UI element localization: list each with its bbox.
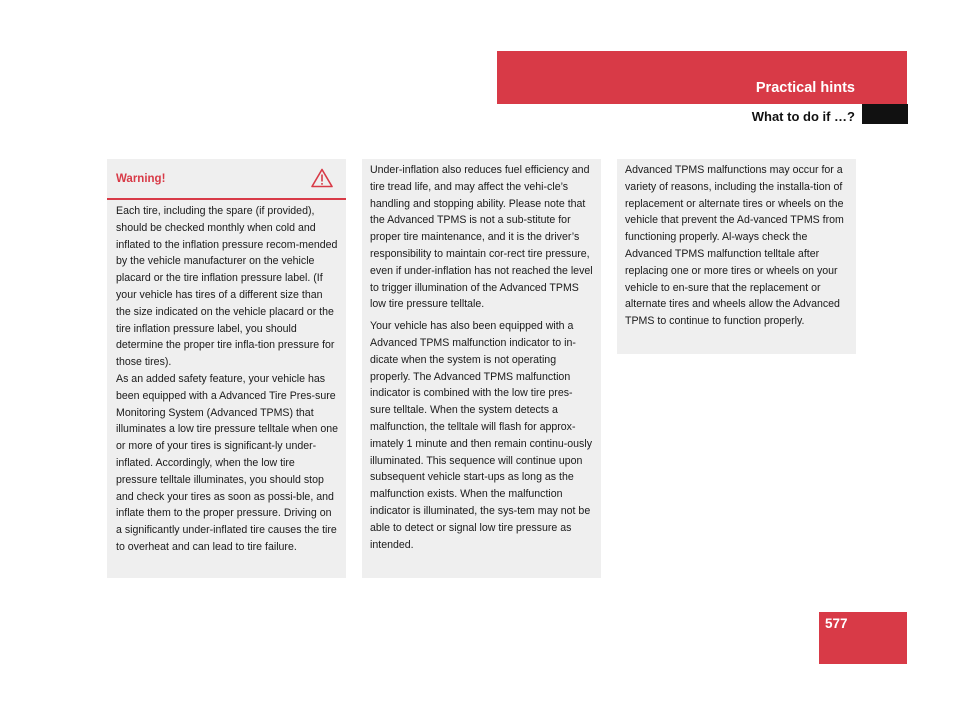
warning-triangle-icon (311, 168, 333, 188)
section-title: Practical hints (755, 80, 855, 96)
page-number-box (819, 612, 907, 664)
body-paragraph: Under-inflation also reduces fuel efficiency and tire tread life, and may affect the vehi-cle’s handling and stopping ability. Please note that the Advanced TPMS is not a sub-stitute for proper tire maintenance, and it is the driver’s responsibility to maintain cor-rect tire pressure, even if under-inflation has not reached the level to trigger illumination of the Advanced TPMS low tire pressure telltale. (370, 164, 593, 311)
text-column-3 (617, 159, 856, 354)
section-header-bar (497, 51, 907, 104)
warning-label: Warning! (116, 173, 166, 185)
warning-paragraph: As an added safety feature, your vehicle has been equipped with a Advanced Tire Pres-sure Monitoring System (Advanced TPMS) that illuminates a low tire pressure telltale when one or more of your tires is significant-ly under-inflated. Accordingly, when the low tire pressure telltale illuminates, you should stop and check your tires as soon as possi-ble, and inflate them to the proper pressure. Driving on a significantly under-inflated tire causes the tire to overheat and can lead to tire failure. (116, 372, 338, 553)
body-paragraph: Your vehicle has also been equipped with a Advanced TPMS malfunction indicator to in-dicate when the system is not operating properly. The Advanced TPMS malfunction indicator is combined with the low tire pres-sure telltale. When the system detects a malfunction, the telltale will flash for approx-imately 1 minute and then remain continu-ously illuminated. This sequence will continue upon subsequent vehicle start-ups as long as the malfunction exists. When the malfunction indicator is illuminated, the sys-tem may not be able to detect or signal low tire pressure as intended. (370, 320, 592, 551)
body-paragraph: Advanced TPMS malfunctions may occur for a variety of reasons, including the installa-tion of replacement or alternate tires or wheels on the vehicle that prevent the Ad-vanced TPMS from functioning properly. Al-ways check the Advanced TPMS malfunction telltale after replacing one or more tires or wheels on your vehicle to en-sure that the replacement or alternate tires and wheels allow the Advanced TPMS to continue to function properly. (625, 164, 844, 328)
warning-body (107, 200, 346, 556)
warning-header (107, 159, 346, 200)
page-number: 577 (825, 616, 848, 631)
warning-box (107, 159, 346, 578)
warning-paragraph: Each tire, including the spare (if provided), should be checked monthly when cold and inflated to the inflation pressure recom-mended by the vehicle manufacturer on the vehicle placard or the tire inflation pressure label. (If your vehicle has tires of a different size than the size indicated on the vehicle placard or the tire inflation pressure label, you should determine the proper tire infla-tion pressure for those tires). (116, 205, 338, 369)
section-tab-marker (862, 104, 908, 124)
subsection-title: What to do if …? (751, 109, 855, 124)
text-column-2 (362, 159, 601, 578)
